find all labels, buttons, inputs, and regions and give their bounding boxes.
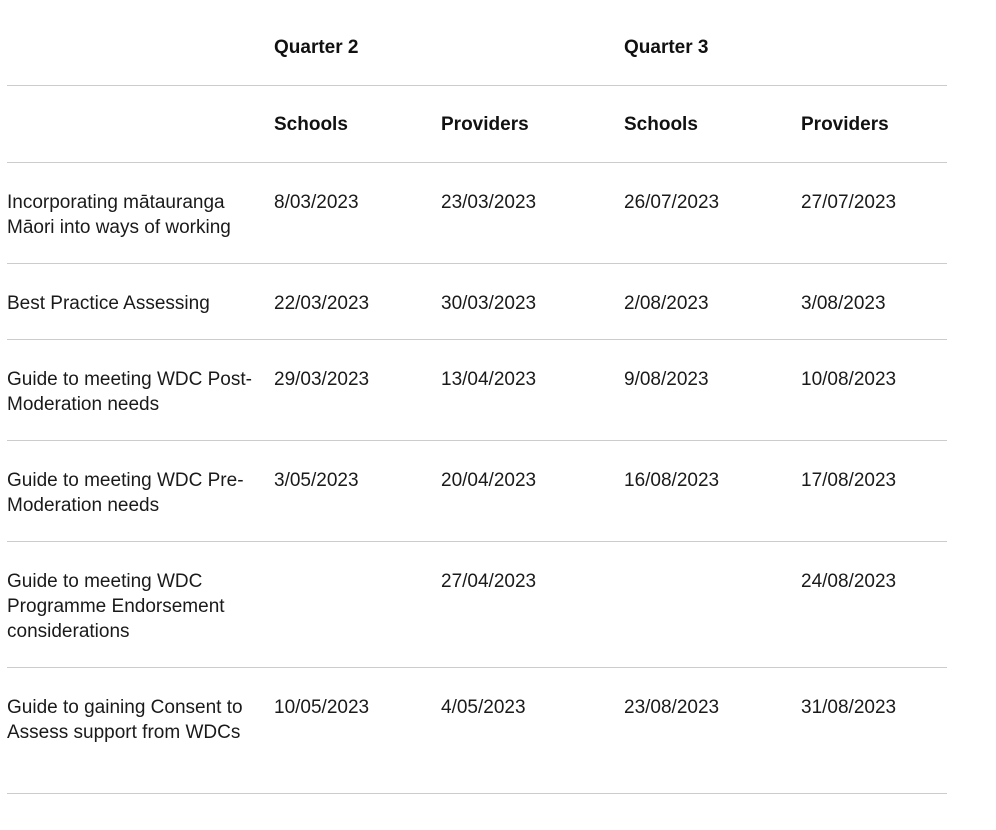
q3-providers-date: 31/08/2023: [801, 697, 897, 718]
q3-providers-date: 27/07/2023: [801, 192, 897, 213]
q3-providers-date: 17/08/2023: [801, 470, 897, 491]
topic-cell: Guide to gaining Consent to Assess support from WDCs: [7, 697, 243, 743]
q3-providers-date: 3/08/2023: [801, 293, 886, 314]
topic-cell: Guide to meeting WDC Programme Endorsement considerations: [7, 571, 225, 642]
q3-schools-date: 9/08/2023: [624, 369, 709, 390]
table-row: [7, 340, 947, 441]
table-row: [7, 668, 947, 794]
table-row: [7, 542, 947, 668]
q2-schools-date: 3/05/2023: [274, 470, 359, 491]
q3-schools-date: 2/08/2023: [624, 293, 709, 314]
q2-providers-date: 27/04/2023: [441, 571, 537, 592]
topic-cell: Guide to meeting WDC Post-Moderation needs: [7, 369, 252, 415]
q2-providers-date: 30/03/2023: [441, 293, 537, 314]
q2-providers-header: Providers: [441, 114, 529, 135]
quarter-header-row: [7, 9, 947, 86]
audience-header-row: [7, 86, 947, 163]
quarter-3-header: Quarter 3: [624, 37, 709, 58]
q2-schools-date: 22/03/2023: [274, 293, 370, 314]
table-row: [7, 163, 947, 264]
q2-schools-date: 10/05/2023: [274, 697, 370, 718]
q3-schools-date: 16/08/2023: [624, 470, 720, 491]
q3-schools-header: Schools: [624, 114, 698, 135]
q2-providers-date: 13/04/2023: [441, 369, 537, 390]
topic-cell: Best Practice Assessing: [7, 293, 210, 314]
topic-cell: Incorporating mātauranga Māori into ways of working: [7, 192, 231, 238]
q2-schools-header: Schools: [274, 114, 348, 135]
q2-providers-date: 20/04/2023: [441, 470, 537, 491]
table-row: [7, 264, 947, 340]
q2-schools-date: 8/03/2023: [274, 192, 359, 213]
table-row: [7, 441, 947, 542]
q3-schools-date: 23/08/2023: [624, 697, 720, 718]
q2-providers-date: 4/05/2023: [441, 697, 526, 718]
q2-schools-date: 29/03/2023: [274, 369, 370, 390]
schedule-table: [7, 9, 947, 794]
q2-providers-date: 23/03/2023: [441, 192, 537, 213]
quarter-2-header: Quarter 2: [274, 37, 359, 58]
topic-cell: Guide to meeting WDC Pre-Moderation needs: [7, 470, 244, 516]
q3-providers-header: Providers: [801, 114, 889, 135]
q3-providers-date: 10/08/2023: [801, 369, 897, 390]
q3-schools-date: 26/07/2023: [624, 192, 720, 213]
q3-providers-date: 24/08/2023: [801, 571, 897, 592]
